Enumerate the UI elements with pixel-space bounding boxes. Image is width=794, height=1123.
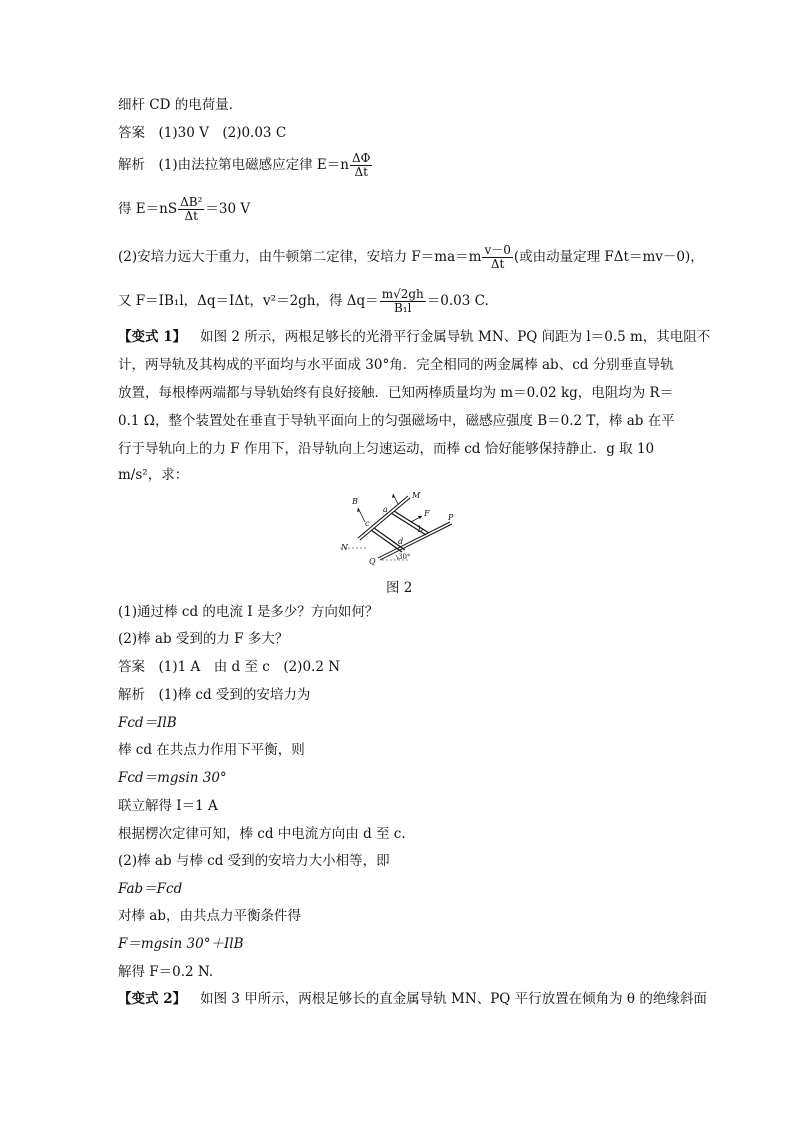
label-Q: Q bbox=[369, 557, 376, 566]
problem-line: 行于导轨向上的力 F 作用下，沿导轨向上匀速运动，而棒 cd 恰好能够保持静止．g 取 10 bbox=[118, 441, 655, 457]
label-M: M bbox=[412, 491, 421, 500]
answer-line: 答案 (1)1 A 由 d 至 c (2)0.2 N bbox=[118, 659, 341, 675]
label-B: B bbox=[352, 497, 358, 506]
text-line: 对棒 ab，由共点力平衡条件得 bbox=[118, 908, 301, 924]
label-d: d bbox=[398, 537, 404, 546]
variant-tag: 【变式 1】 bbox=[118, 329, 187, 345]
rails-diagram bbox=[338, 490, 468, 568]
label-N: N bbox=[341, 543, 348, 552]
label-b: b bbox=[418, 525, 424, 534]
equation-line: Fab＝Fcd bbox=[118, 881, 183, 897]
fraction: $\frac{\text{ΔB²}}{\Delta t}$ bbox=[180, 195, 203, 223]
text-line: 又 F＝IB₁l，Δq＝IΔt，v²＝2gh，得 Δq＝ $\frac{m√2gh}{\text{B₁l}}$ ＝0.03 C. bbox=[118, 287, 489, 315]
question-line: (2)棒 ab 受到的力 F 多大？ bbox=[118, 631, 289, 647]
figure-caption: 图 2 bbox=[386, 580, 413, 596]
equation-line: Fcd＝mgsin 30° bbox=[118, 770, 227, 786]
text-line: 棒 cd 在共点力作用下平衡，则 bbox=[118, 742, 305, 758]
fraction: $\frac{m√2gh}{\text{B₁l}}$ bbox=[381, 287, 424, 315]
label-c: c bbox=[365, 519, 370, 528]
rail-MN-line bbox=[358, 496, 408, 538]
question-line: (1)通过棒 cd 的电流 I 是多少？方向如何？ bbox=[118, 604, 379, 620]
label-F: F bbox=[424, 509, 430, 518]
variant-tag: 【变式 2】 bbox=[118, 991, 187, 1007]
text-line: 根据楞次定律可知，棒 cd 中电流方向由 d 至 c. bbox=[118, 826, 406, 842]
angle-label: 30° bbox=[398, 553, 411, 561]
answer-line: 答案 (1)30 V (2)0.03 C bbox=[118, 125, 287, 141]
label-a: a bbox=[383, 505, 388, 514]
fraction: $\frac{\Delta\Phi}{\Delta t}$ bbox=[351, 151, 371, 179]
label-P: P bbox=[448, 513, 454, 522]
problem-line: 【变式 2】 如图 3 甲所示，两根足够长的直金属导轨 MN、PQ 平行放置在倾角为 θ 的绝缘斜面 bbox=[118, 991, 707, 1007]
fraction: $\frac{v-0}{\Delta t}$ bbox=[484, 243, 511, 271]
problem-line: 【变式 1】 如图 2 所示，两根足够长的光滑平行金属导轨 MN、PQ 间距为 l＝0.5 m，其电阻不 bbox=[118, 329, 711, 345]
text-line: 联立解得 I＝1 A bbox=[118, 798, 218, 814]
analysis-line: 解析 (1)由法拉第电磁感应定律 E＝n $\frac{\Delta\Phi}{\Delta t}$ bbox=[118, 151, 371, 179]
problem-line: m/s²，求： bbox=[118, 467, 189, 483]
text-line: 解得 F＝0.2 N. bbox=[118, 964, 214, 980]
equation-line: 得 E＝nS $\frac{\text{ΔB²}}{\Delta t}$ ＝30 V bbox=[118, 195, 251, 223]
text-line: (2)棒 ab 与棒 cd 受到的安培力大小相等，即 bbox=[118, 853, 390, 869]
analysis-line: 解析 (1)棒 cd 受到的安培力为 bbox=[118, 687, 311, 703]
text-line: (2)安培力远大于重力，由牛顿第二定律，安培力 F＝ma＝m $\frac{v-0}{\Delta t}$ (或由动量定理 FΔt＝mv－0)， bbox=[118, 243, 704, 271]
text-line: 细杆 CD 的电荷量． bbox=[118, 97, 243, 113]
equation-line: F＝mgsin 30°＋IlB bbox=[118, 936, 244, 952]
problem-line: 放置，每根棒两端都与导轨始终有良好接触．已知两棒质量均为 m＝0.02 kg，电阻均为 R＝ bbox=[118, 385, 674, 401]
problem-line: 计，两导轨及其构成的平面均与水平面成 30°角．完全相同的两金属棒 ab、cd 分别垂直导轨 bbox=[118, 357, 674, 373]
equation-line: Fcd＝IlB bbox=[118, 715, 177, 731]
problem-line: 0.1 Ω，整个装置处在垂直于导轨平面向上的匀强磁场中，磁感应强度 B＝0.2 T，棒 ab 在平 bbox=[118, 413, 675, 429]
rails-figure bbox=[338, 490, 468, 568]
